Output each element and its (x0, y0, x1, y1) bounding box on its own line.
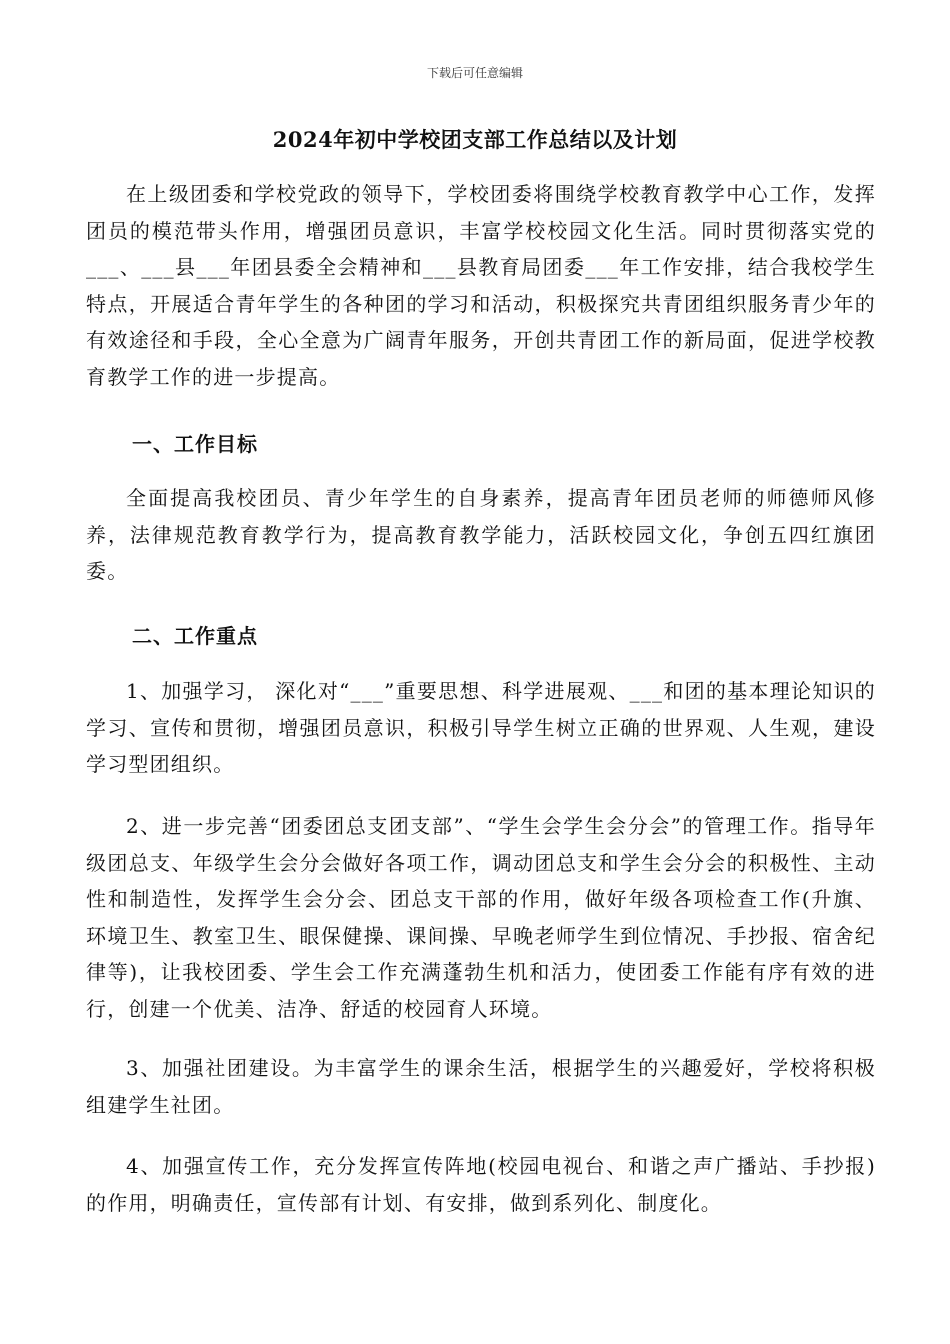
focus-item-3: 3、加强社团建设。为丰富学生的课余生活，根据学生的兴趣爱好，学校将积极组建学生社团。 (86, 1056, 876, 1117)
focus-item-2-block (86, 808, 876, 1027)
focus-item-3-block (86, 1050, 876, 1123)
focus-item-4: 4、加强宣传工作，充分发挥宣传阵地(校园电视台、和谐之声广播站、手抄报)的作用，明确责任，宣传部有计划、有安排，做到系列化、制度化。 (86, 1154, 876, 1215)
focus-item-4-block (86, 1148, 876, 1221)
intro-paragraph: 在上级团委和学校党政的领导下，学校团委将围绕学校教育教学中心工作，发挥团员的模范带头作用，增强团员意识，丰富学校校园文化生活。同时贯彻落实党的___、___县___年团县委全会精神和___县教育局团委___年工作安排，结合我校学生特点，开展适合青年学生的各种团的学习和活动，积极探究共青团组织服务青少年的有效途径和手段，全心全意为广阔青年服务，开创共青团工作的新局面，促进学校教育教学工作的进一步提高。 (86, 182, 876, 389)
section-heading-focus: 二、工作重点 (132, 624, 258, 648)
intro-block (86, 176, 876, 395)
document-title: 2024年初中学校团支部工作总结以及计划 (272, 127, 678, 152)
goals-block (86, 480, 876, 590)
focus-item-1-block (86, 673, 876, 783)
goals-paragraph: 全面提高我校团员、青少年学生的自身素养，提高青年团员老师的师德师风修养，法律规范教育教学行为，提高教育教学能力，活跃校园文化，争创五四红旗团委。 (86, 486, 876, 583)
section-heading-goals: 一、工作目标 (132, 432, 258, 456)
focus-item-1: 1、加强学习， 深化对“___”重要思想、科学进展观、___和团的基本理论知识的学习、宣传和贯彻，增强团员意识，积极引导学生树立正确的世界观、人生观，建设学习型团组织。 (86, 679, 876, 776)
focus-item-2: 2、进一步完善“团委团总支团支部”、“学生会学生会分会”的管理工作。指导年级团总支、年级学生会分会做好各项工作，调动团总支和学生会分会的积极性、主动性和制造性，发挥学生会分会、团总支干部的作用，做好年级各项检查工作(升旗、环境卫生、教室卫生、眼保健操、课间操、早晚老师学生到位情况、手抄报、宿舍纪律等)，让我校团委、学生会工作充满蓬勃生机和活力，使团委工作能有序有效的进行，创建一个优美、洁净、舒适的校园育人环境。 (86, 814, 876, 1021)
header-note: 下载后可任意编辑 (426, 66, 523, 80)
